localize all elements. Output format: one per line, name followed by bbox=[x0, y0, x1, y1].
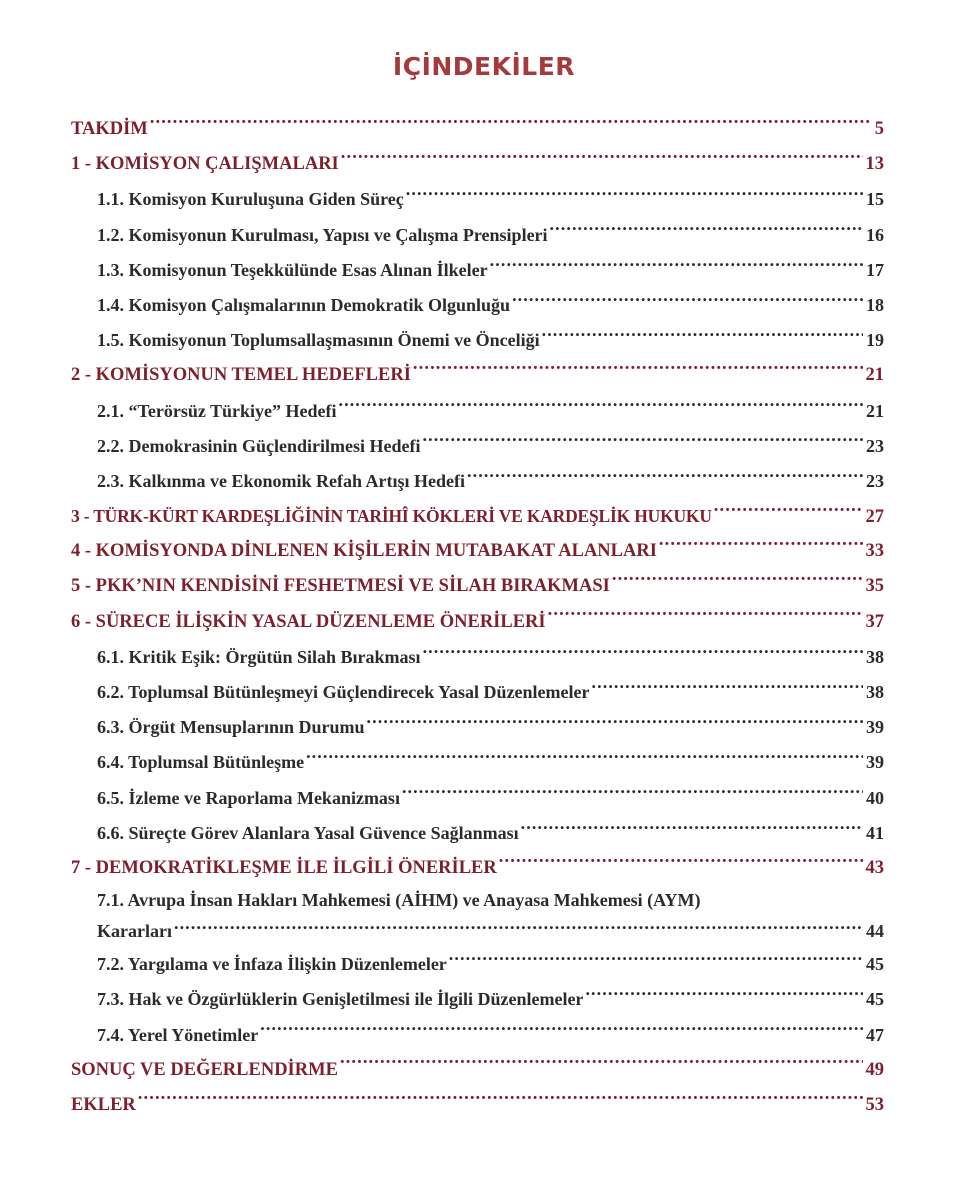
toc-entry-page: 17 bbox=[866, 259, 884, 280]
toc-entry-page: 40 bbox=[866, 787, 884, 808]
toc-entry-label: 6.3. Örgüt Mensuplarının Durumu bbox=[97, 717, 365, 738]
dot-leader bbox=[367, 715, 863, 733]
toc-entry-label: 6.6. Süreçte Görev Alanlara Yasal Güvence Sağlanması bbox=[97, 822, 519, 843]
toc-entry-label: 6.1. Kritik Eşik: Örgütün Silah Bırakması bbox=[97, 646, 421, 667]
toc-entry-page: 15 bbox=[866, 189, 884, 210]
toc-entry-page: 35 bbox=[865, 576, 884, 597]
toc-entry-label: 4 - KOMİSYONDA DİNLENEN KİŞİLERİN MUTABAKAT ALANLARI bbox=[71, 541, 657, 562]
toc-entry-chapter-5[interactable] bbox=[71, 569, 884, 604]
toc-entry-6-3[interactable] bbox=[71, 710, 884, 745]
dot-leader bbox=[499, 854, 863, 873]
toc-entry-page: 33 bbox=[865, 541, 884, 562]
toc-entry-label: 1.2. Komisyonun Kurulması, Yapısı ve Çalışma Prensipleri bbox=[97, 224, 548, 245]
toc-entry-6-1[interactable] bbox=[71, 640, 884, 675]
toc-entry-page: 13 bbox=[865, 154, 884, 175]
toc-entry-page: 18 bbox=[866, 294, 884, 315]
toc-entry-page: 39 bbox=[866, 752, 884, 773]
toc-entry-page: 23 bbox=[866, 435, 884, 456]
dot-leader bbox=[592, 680, 863, 698]
dot-leader bbox=[406, 187, 863, 205]
toc-entry-chapter-7[interactable] bbox=[71, 851, 884, 886]
toc-entry-label: 6.4. Toplumsal Bütünleşme bbox=[97, 752, 305, 773]
toc-entry-label: TAKDİM bbox=[71, 119, 148, 139]
toc-entry-page: 21 bbox=[865, 365, 884, 386]
toc-entry-6-6[interactable] bbox=[71, 816, 884, 851]
toc-entry-page: 27 bbox=[865, 507, 884, 528]
toc-entry-label: 1.1. Komisyon Kuruluşuna Giden Süreç bbox=[97, 189, 404, 210]
dot-leader bbox=[521, 821, 863, 839]
toc-entry-label: 7.3. Hak ve Özgürlüklerin Genişletilmesi ile İlgili Düzenlemeler bbox=[97, 989, 584, 1010]
dot-leader bbox=[585, 987, 863, 1005]
toc-entry-7-3[interactable] bbox=[71, 982, 884, 1017]
toc-entry-6-4[interactable] bbox=[71, 745, 884, 780]
toc-entry-label-continued: Kararları bbox=[97, 921, 172, 942]
toc-entry-1-5[interactable] bbox=[71, 323, 884, 358]
dot-leader bbox=[659, 538, 863, 557]
toc-entry-label: 2 - KOMİSYONUN TEMEL HEDEFLERİ bbox=[71, 365, 411, 386]
toc-entry-page: 21 bbox=[866, 400, 884, 421]
dot-leader bbox=[423, 434, 864, 452]
dot-leader bbox=[612, 573, 863, 592]
toc-entry-chapter-2[interactable] bbox=[71, 358, 884, 393]
dot-leader bbox=[423, 645, 863, 663]
dot-leader bbox=[714, 504, 863, 523]
toc-entry-page: 38 bbox=[866, 646, 884, 667]
toc-entry-takdim[interactable] bbox=[71, 112, 884, 147]
toc-entry-page: 41 bbox=[866, 822, 884, 843]
dot-leader bbox=[467, 469, 863, 487]
page-title: İÇİNDEKİLER bbox=[392, 52, 576, 81]
dot-leader bbox=[550, 223, 863, 241]
dot-leader bbox=[340, 1056, 863, 1075]
toc-entry-7-4[interactable] bbox=[71, 1018, 884, 1053]
toc-entry-page: 53 bbox=[865, 1094, 884, 1115]
dot-leader bbox=[174, 919, 863, 937]
toc-entry-page: 16 bbox=[866, 224, 884, 245]
toc-entry-1-2[interactable] bbox=[71, 218, 884, 253]
toc-entry-page: 5 bbox=[874, 119, 884, 139]
toc-entry-page: 38 bbox=[866, 682, 884, 702]
toc-entry-page: 49 bbox=[865, 1059, 884, 1080]
toc-entry-appendices[interactable] bbox=[71, 1088, 884, 1123]
toc-entry-label: 6.5. İzleme ve Raporlama Mekanizması bbox=[97, 787, 400, 808]
toc-entry-2-1[interactable] bbox=[71, 394, 884, 429]
toc-entry-page: 45 bbox=[866, 989, 884, 1010]
dot-leader bbox=[542, 328, 863, 346]
toc-entry-page: 47 bbox=[866, 1024, 884, 1045]
toc-entry-chapter-6[interactable] bbox=[71, 605, 884, 640]
dot-leader bbox=[402, 786, 863, 804]
dot-leader bbox=[339, 399, 864, 417]
toc-entry-page: 23 bbox=[866, 470, 884, 491]
toc-entry-page: 44 bbox=[866, 921, 884, 942]
toc-entry-1-4[interactable] bbox=[71, 288, 884, 323]
toc-entry-label: 6.2. Toplumsal Bütünleşmeyi Güçlendirecek Yasal Düzenlemeler bbox=[97, 682, 590, 702]
toc-entry-label: 2.1. “Terörsüz Türkiye” Hedefi bbox=[97, 400, 337, 421]
toc-entry-7-1[interactable] bbox=[71, 886, 884, 947]
toc-entry-page: 39 bbox=[866, 717, 884, 738]
toc-entry-page: 19 bbox=[866, 330, 884, 351]
toc-entry-label: 6 - SÜRECE İLİŞKİN YASAL DÜZENLEME ÖNERİLERİ bbox=[71, 611, 546, 632]
dot-leader bbox=[490, 258, 863, 276]
toc-entry-1-3[interactable] bbox=[71, 253, 884, 288]
toc-entry-label: 5 - PKK’NIN KENDİSİNİ FESHETMESİ VE SİLAH BIRAKMASI bbox=[71, 576, 610, 597]
toc-entry-label: EKLER bbox=[71, 1094, 136, 1115]
toc-entry-label: 2.2. Demokrasinin Güçlendirilmesi Hedefi bbox=[97, 435, 421, 456]
toc-entry-7-2[interactable] bbox=[71, 947, 884, 982]
toc-entry-page: 43 bbox=[865, 857, 884, 878]
toc-entry-chapter-4[interactable] bbox=[71, 534, 884, 569]
dot-leader bbox=[341, 151, 863, 170]
toc-entry-page: 37 bbox=[865, 611, 884, 632]
toc-entry-2-2[interactable] bbox=[71, 429, 884, 464]
toc-entry-1-1[interactable] bbox=[71, 182, 884, 217]
dot-leader bbox=[449, 952, 863, 970]
toc-entry-label: 1.5. Komisyonun Toplumsallaşmasının Önemi ve Önceliği bbox=[97, 330, 540, 351]
toc-entry-conclusion[interactable] bbox=[71, 1053, 884, 1088]
dot-leader bbox=[306, 750, 863, 768]
dot-leader bbox=[138, 1091, 863, 1110]
toc-entry-label: SONUÇ VE DEĞERLENDİRME bbox=[71, 1059, 338, 1080]
toc-entry-page: 45 bbox=[866, 954, 884, 975]
toc-entry-label: 7.2. Yargılama ve İnfaza İlişkin Düzenlemeler bbox=[97, 954, 447, 975]
toc-entry-label: 1.4. Komisyon Çalışmalarının Demokratik Olgunluğu bbox=[97, 294, 511, 315]
toc-entry-6-5[interactable] bbox=[71, 781, 884, 816]
toc-entry-2-3[interactable] bbox=[71, 464, 884, 499]
dot-leader bbox=[512, 293, 863, 311]
toc-entry-label: 1 - KOMİSYON ÇALIŞMALARI bbox=[71, 154, 339, 175]
dot-leader bbox=[150, 116, 872, 135]
dot-leader bbox=[548, 608, 863, 627]
toc-entry-label: 1.3. Komisyonun Teşekkülünde Esas Alınan İlkeler bbox=[97, 259, 488, 280]
dot-leader bbox=[413, 362, 863, 381]
toc-entry-label: 7.4. Yerel Yönetimler bbox=[97, 1024, 259, 1045]
toc-entry-label: 3 - TÜRK-KÜRT KARDEŞLİĞİNİN TARİHÎ KÖKLERİ VE KARDEŞLİK HUKUKU bbox=[71, 506, 712, 527]
toc-entry-chapter-1[interactable] bbox=[71, 147, 884, 182]
toc-entry-chapter-3[interactable] bbox=[71, 499, 884, 534]
toc-entry-label: 7 - DEMOKRATİKLEŞME İLE İLGİLİ ÖNERİLER bbox=[71, 857, 497, 878]
toc-entry-6-2[interactable] bbox=[71, 675, 884, 710]
toc-entry-label: 2.3. Kalkınma ve Ekonomik Refah Artışı Hedefi bbox=[97, 470, 466, 491]
toc-entry-label: 7.1. Avrupa İnsan Hakları Mahkemesi (AİHM) ve Anayasa Mahkemesi (AYM) bbox=[97, 890, 701, 911]
table-of-contents bbox=[71, 112, 884, 1123]
dot-leader bbox=[260, 1023, 863, 1041]
